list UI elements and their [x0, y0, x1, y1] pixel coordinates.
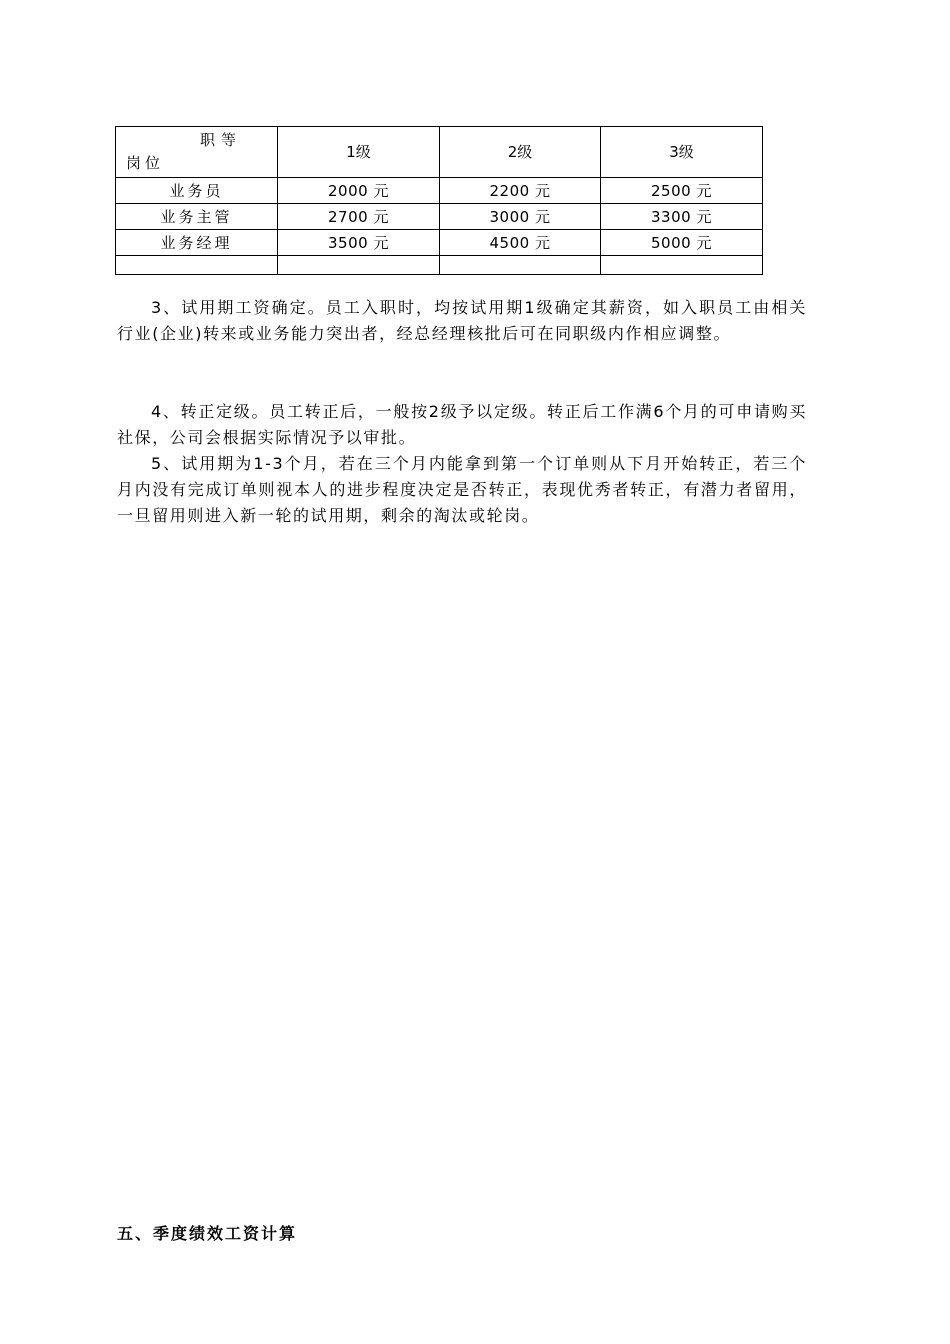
salary-cell: 5000 元 [601, 230, 763, 256]
paragraph-text: 3、试用期工资确定。员工入职时，均按试用期1级确定其薪资，如入职员工由相关行业(企业)转来或业务能力突出者，经总经理核批后可在同职级内作相应调整。 [117, 298, 807, 343]
empty-cell [278, 256, 440, 275]
level-header-2: 2级 [440, 127, 601, 178]
table-row [116, 230, 763, 256]
salary-grade-table [115, 126, 763, 275]
empty-cell [440, 256, 601, 275]
empty-cell [601, 256, 763, 275]
role-cell: 业务员 [116, 178, 278, 204]
section-heading: 五、季度绩效工资计算 [117, 1224, 298, 1243]
paragraph-text: 4、转正定级。员工转正后，一般按2级予以定级。转正后工作满6个月的可申请购买社保，公司会根据实际情况予以审批。 [117, 402, 807, 447]
role-cell: 业务主管 [116, 204, 278, 230]
table-row [116, 178, 763, 204]
level-header-1: 1级 [278, 127, 440, 178]
table-header-row [116, 127, 763, 178]
salary-cell: 4500 元 [440, 230, 601, 256]
paragraph-probation-salary [117, 295, 807, 347]
paragraph-regularization [117, 399, 807, 451]
salary-cell: 3500 元 [278, 230, 440, 256]
table-corner-cell [116, 127, 278, 178]
corner-label-position: 岗位 [126, 154, 165, 172]
salary-cell: 3300 元 [601, 204, 763, 230]
salary-cell: 3000 元 [440, 204, 601, 230]
corner-label-grade: 职等 [200, 131, 243, 149]
paragraph-probation-period [117, 451, 807, 529]
salary-cell: 2700 元 [278, 204, 440, 230]
salary-cell: 2200 元 [440, 178, 601, 204]
empty-cell [116, 256, 278, 275]
salary-cell: 2000 元 [278, 178, 440, 204]
paragraph-text: 5、试用期为1-3个月，若在三个月内能拿到第一个订单则从下月开始转正，若三个月内没有完成订单则视本人的进步程度决定是否转正，表现优秀者转正，有潜力者留用，一旦留用则进入新一轮的试用期，剩余的淘汰或轮岗。 [117, 454, 807, 525]
table-empty-row [116, 256, 763, 275]
role-cell: 业务经理 [116, 230, 278, 256]
level-header-3: 3级 [601, 127, 763, 178]
salary-cell: 2500 元 [601, 178, 763, 204]
table-row [116, 204, 763, 230]
